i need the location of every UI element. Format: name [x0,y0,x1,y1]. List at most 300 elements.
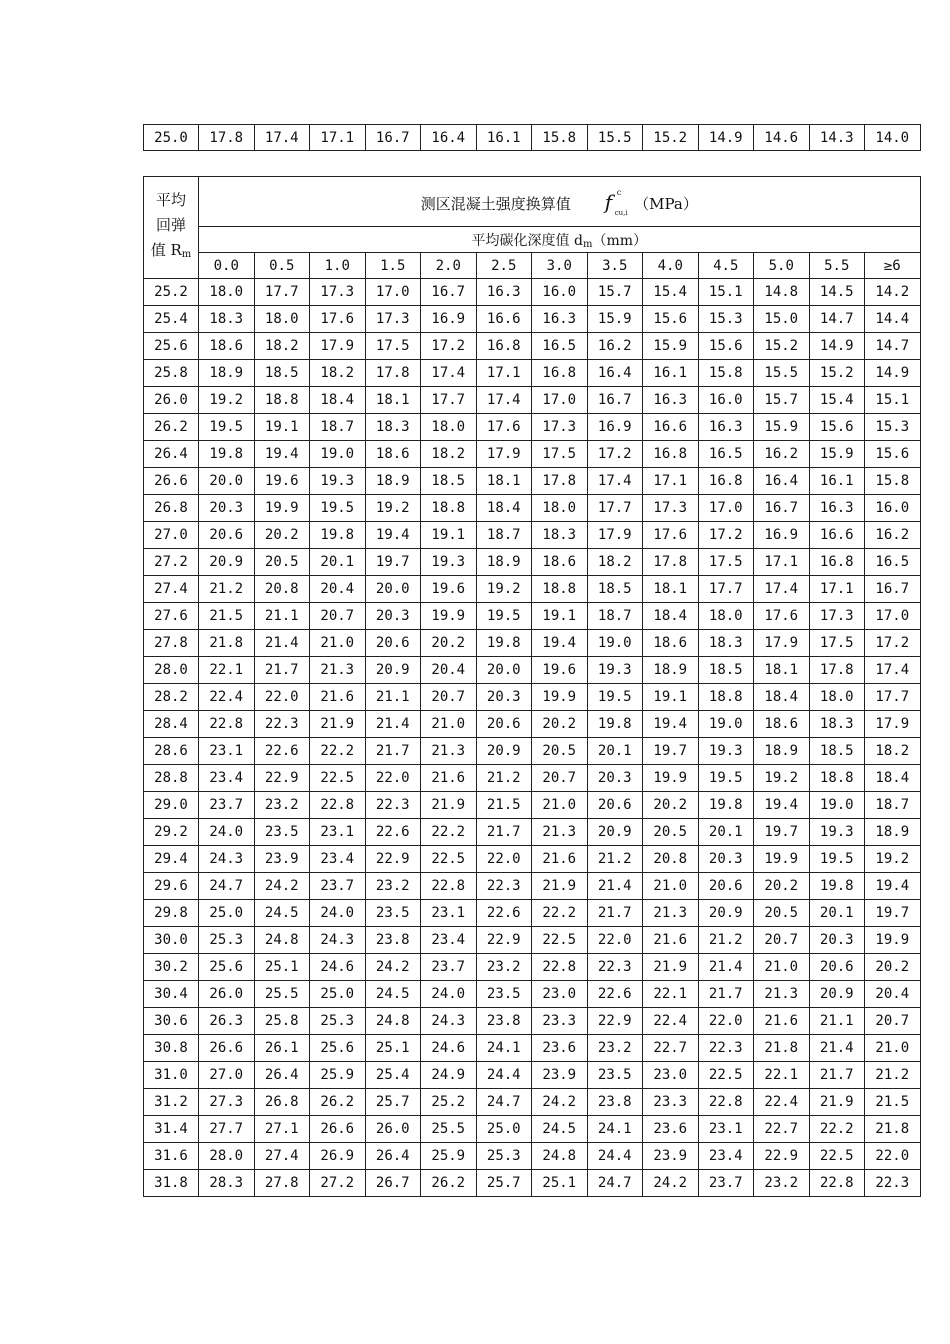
value-cell: 23.7 [698,1170,754,1197]
value-cell: 19.4 [365,522,421,549]
value-cell: 18.5 [587,576,643,603]
value-cell: 19.2 [476,576,532,603]
value-cell: 19.6 [532,657,588,684]
depth-header-cell: 4.5 [698,253,754,279]
value-cell: 14.7 [865,333,921,360]
value-cell: 16.8 [532,360,588,387]
value-cell: 14.9 [809,333,865,360]
table-row [144,495,921,522]
value-cell: 19.6 [421,576,477,603]
value-cell: 19.9 [254,495,310,522]
value-cell: 21.1 [809,1008,865,1035]
value-cell: 22.0 [365,765,421,792]
value-cell: 18.2 [865,738,921,765]
value-cell: 21.3 [421,738,477,765]
value-cell: 19.2 [754,765,810,792]
value-cell: 22.4 [199,684,255,711]
value-cell: 23.2 [476,954,532,981]
value-cell: 20.2 [754,873,810,900]
value-cell: 23.5 [365,900,421,927]
value-cell: 16.8 [698,468,754,495]
value-cell: 19.3 [809,819,865,846]
value-cell: 18.1 [365,387,421,414]
carbonation-header [199,227,921,253]
value-cell: 17.6 [643,522,699,549]
value-cell: 17.3 [310,279,366,306]
table-row [144,1089,921,1116]
value-cell: 26.0 [365,1116,421,1143]
value-cell: 18.1 [643,576,699,603]
value-cell: 16.6 [643,414,699,441]
value-cell: 21.6 [532,846,588,873]
value-cell: 21.9 [643,954,699,981]
value-cell: 19.0 [310,441,366,468]
table-row [144,1062,921,1089]
value-cell: 18.1 [476,468,532,495]
value-cell: 18.9 [199,360,255,387]
value-cell: 21.6 [310,684,366,711]
table-row [144,846,921,873]
value-cell: 24.8 [532,1143,588,1170]
depth-header-cell: 3.5 [587,253,643,279]
value-cell: 23.9 [532,1062,588,1089]
value-cell: 28.3 [199,1170,255,1197]
value-cell: 16.1 [643,360,699,387]
value-cell: 21.6 [421,765,477,792]
value-cell: 20.8 [254,576,310,603]
value-cell: 17.9 [865,711,921,738]
table-row [144,125,921,151]
value-cell: 22.3 [476,873,532,900]
value-cell: 17.0 [532,387,588,414]
value-cell: 19.3 [587,657,643,684]
value-cell: 17.5 [365,333,421,360]
value-cell: 18.4 [476,495,532,522]
rm-cell: 31.6 [144,1143,199,1170]
value-cell: 18.4 [754,684,810,711]
rm-cell: 28.4 [144,711,199,738]
value-cell: 23.7 [421,954,477,981]
rm-cell: 26.0 [144,387,199,414]
value-cell: 19.9 [754,846,810,873]
value-cell: 21.3 [754,981,810,1008]
value-cell: 24.0 [421,981,477,1008]
value-cell: 23.4 [698,1143,754,1170]
value-cell: 22.7 [754,1116,810,1143]
value-cell: 23.3 [532,1008,588,1035]
rm-cell: 29.2 [144,819,199,846]
value-cell: 16.9 [587,414,643,441]
table-title-text: 测区混凝土强度换算值 [420,194,571,213]
value-cell: 15.6 [698,333,754,360]
value-cell: 26.6 [199,1035,255,1062]
table-row [144,333,921,360]
value-cell: 15.8 [698,360,754,387]
value-cell: 15.6 [643,306,699,333]
value-cell: 16.3 [809,495,865,522]
value-cell: 18.5 [421,468,477,495]
value-cell: 24.7 [476,1089,532,1116]
value-cell: 21.2 [698,927,754,954]
value-cell: 22.6 [476,900,532,927]
value-cell: 20.6 [199,522,255,549]
rm-cell: 28.8 [144,765,199,792]
value-cell: 17.3 [532,414,588,441]
value-cell: 21.9 [421,792,477,819]
value-cell: 15.5 [754,360,810,387]
value-cell: 23.9 [643,1143,699,1170]
rm-cell: 25.4 [144,306,199,333]
value-cell: 17.0 [365,279,421,306]
value-cell: 19.9 [865,927,921,954]
value-cell: 25.1 [532,1170,588,1197]
rm-cell: 27.8 [144,630,199,657]
value-cell: 15.6 [809,414,865,441]
rm-cell: 25.8 [144,360,199,387]
value-cell: 18.6 [754,711,810,738]
rm-cell: 25.0 [144,125,199,151]
value-cell: 17.8 [365,360,421,387]
rm-cell: 28.2 [144,684,199,711]
value-cell: 21.9 [809,1089,865,1116]
table-row [144,1035,921,1062]
value-cell: 20.5 [532,738,588,765]
value-cell: 21.4 [809,1035,865,1062]
value-cell: 17.3 [643,495,699,522]
value-cell: 20.2 [865,954,921,981]
value-cell: 15.8 [865,468,921,495]
value-cell: 14.6 [754,125,810,151]
value-cell: 16.8 [643,441,699,468]
value-cell: 20.0 [365,576,421,603]
value-cell: 24.6 [421,1035,477,1062]
rm-cell: 31.4 [144,1116,199,1143]
value-cell: 17.7 [587,495,643,522]
carbonation-unit: （mm） [592,232,648,249]
value-cell: 25.6 [199,954,255,981]
value-cell: 26.9 [310,1143,366,1170]
value-cell: 28.0 [199,1143,255,1170]
value-cell: 18.5 [809,738,865,765]
value-cell: 16.7 [365,125,421,151]
value-cell: 20.6 [587,792,643,819]
rm-header [144,177,199,279]
value-cell: 16.8 [476,333,532,360]
value-cell: 18.2 [421,441,477,468]
value-cell: 20.5 [254,549,310,576]
table-row [144,468,921,495]
table-row [144,360,921,387]
rm-cell: 29.6 [144,873,199,900]
value-cell: 16.4 [587,360,643,387]
rm-header-prefix: 值 R [150,241,182,259]
value-cell: 27.3 [199,1089,255,1116]
value-cell: 25.0 [199,900,255,927]
value-cell: 24.3 [199,846,255,873]
value-cell: 24.4 [476,1062,532,1089]
value-cell: 17.8 [199,125,255,151]
value-cell: 15.9 [809,441,865,468]
value-cell: 16.5 [532,333,588,360]
value-cell: 19.6 [254,468,310,495]
value-cell: 18.1 [754,657,810,684]
value-cell: 25.1 [254,954,310,981]
value-cell: 14.7 [809,306,865,333]
rm-header-line3 [144,238,198,267]
value-cell: 21.3 [643,900,699,927]
table-row [144,522,921,549]
value-cell: 18.8 [698,684,754,711]
value-cell: 22.0 [698,1008,754,1035]
value-cell: 22.0 [476,846,532,873]
value-cell: 18.3 [365,414,421,441]
rm-header-sub: m [181,249,192,260]
value-cell: 15.3 [865,414,921,441]
value-cell: 25.9 [421,1143,477,1170]
value-cell: 20.7 [754,927,810,954]
rm-cell: 25.2 [144,279,199,306]
value-cell: 19.9 [532,684,588,711]
rm-cell: 31.0 [144,1062,199,1089]
value-cell: 20.7 [532,765,588,792]
value-cell: 23.2 [254,792,310,819]
value-cell: 19.3 [421,549,477,576]
value-cell: 22.3 [698,1035,754,1062]
value-cell: 19.5 [310,495,366,522]
value-cell: 18.7 [310,414,366,441]
value-cell: 20.3 [365,603,421,630]
rm-cell: 29.4 [144,846,199,873]
value-cell: 20.1 [809,900,865,927]
value-cell: 22.8 [532,954,588,981]
value-cell: 24.8 [254,927,310,954]
value-cell: 16.5 [865,549,921,576]
value-cell: 20.2 [254,522,310,549]
value-cell: 23.5 [476,981,532,1008]
value-cell: 15.7 [587,279,643,306]
value-cell: 19.8 [587,711,643,738]
value-cell: 18.9 [476,549,532,576]
value-cell: 25.9 [310,1062,366,1089]
value-cell: 22.4 [643,1008,699,1035]
rm-cell: 27.2 [144,549,199,576]
value-cell: 21.0 [421,711,477,738]
value-cell: 18.4 [865,765,921,792]
value-cell: 27.2 [310,1170,366,1197]
value-cell: 22.8 [199,711,255,738]
value-cell: 24.5 [254,900,310,927]
value-cell: 22.3 [587,954,643,981]
value-cell: 17.9 [310,333,366,360]
value-cell: 24.2 [365,954,421,981]
value-cell: 25.2 [421,1089,477,1116]
rm-header-line1: 平均 [155,191,186,209]
table-row [144,387,921,414]
value-cell: 16.1 [809,468,865,495]
value-cell: 22.5 [809,1143,865,1170]
value-cell: 20.9 [476,738,532,765]
value-cell: 21.0 [865,1035,921,1062]
value-cell: 21.6 [754,1008,810,1035]
table-row [144,1143,921,1170]
value-cell: 26.2 [310,1089,366,1116]
value-cell: 18.8 [254,387,310,414]
table-row [144,630,921,657]
value-cell: 21.3 [310,657,366,684]
value-cell: 18.2 [254,333,310,360]
value-cell: 17.4 [587,468,643,495]
value-cell: 21.5 [476,792,532,819]
value-cell: 22.6 [587,981,643,1008]
value-cell: 22.9 [254,765,310,792]
value-cell: 19.8 [809,873,865,900]
value-cell: 17.1 [310,125,366,151]
value-cell: 19.3 [310,468,366,495]
value-cell: 19.1 [421,522,477,549]
value-cell: 20.6 [698,873,754,900]
value-cell: 17.3 [809,603,865,630]
value-cell: 23.5 [587,1062,643,1089]
value-cell: 17.6 [476,414,532,441]
value-cell: 27.4 [254,1143,310,1170]
value-cell: 19.5 [199,414,255,441]
value-cell: 14.4 [865,306,921,333]
value-cell: 14.2 [865,279,921,306]
rm-cell: 30.8 [144,1035,199,1062]
value-cell: 14.5 [809,279,865,306]
value-cell: 17.8 [532,468,588,495]
value-cell: 20.1 [587,738,643,765]
value-cell: 16.0 [865,495,921,522]
value-cell: 25.8 [254,1008,310,1035]
table-row [144,1008,921,1035]
value-cell: 26.1 [254,1035,310,1062]
value-cell: 18.4 [643,603,699,630]
value-cell: 17.0 [698,495,754,522]
value-cell: 18.0 [254,306,310,333]
value-cell: 20.3 [698,846,754,873]
value-cell: 18.6 [643,630,699,657]
table-row [144,684,921,711]
value-cell: 21.0 [643,873,699,900]
table-row [144,954,921,981]
value-cell: 16.0 [532,279,588,306]
value-cell: 19.9 [421,603,477,630]
value-cell: 23.7 [310,873,366,900]
value-cell: 22.2 [421,819,477,846]
value-cell: 21.4 [698,954,754,981]
strength-symbol-sup: c [616,187,622,197]
value-cell: 16.3 [698,414,754,441]
value-cell: 24.0 [199,819,255,846]
value-cell: 18.0 [199,279,255,306]
table-row [144,873,921,900]
value-cell: 24.0 [310,900,366,927]
value-cell: 16.7 [421,279,477,306]
value-cell: 23.7 [199,792,255,819]
value-cell: 21.9 [310,711,366,738]
value-cell: 19.7 [865,900,921,927]
value-cell: 20.9 [587,819,643,846]
value-cell: 17.5 [809,630,865,657]
value-cell: 22.5 [698,1062,754,1089]
value-cell: 21.3 [532,819,588,846]
value-cell: 20.7 [310,603,366,630]
value-cell: 20.1 [310,549,366,576]
value-cell: 16.7 [587,387,643,414]
value-cell: 26.4 [365,1143,421,1170]
table-row [144,279,921,306]
value-cell: 23.9 [254,846,310,873]
value-cell: 18.2 [310,360,366,387]
value-cell: 20.4 [310,576,366,603]
value-cell: 19.0 [587,630,643,657]
value-cell: 27.8 [254,1170,310,1197]
value-cell: 22.6 [254,738,310,765]
value-cell: 25.0 [476,1116,532,1143]
value-cell: 22.9 [365,846,421,873]
value-cell: 20.3 [809,927,865,954]
table-row [144,603,921,630]
value-cell: 20.2 [421,630,477,657]
value-cell: 19.8 [199,441,255,468]
value-cell: 18.9 [865,819,921,846]
value-cell: 21.5 [865,1089,921,1116]
value-cell: 19.4 [532,630,588,657]
value-cell: 25.6 [310,1035,366,1062]
rm-cell: 26.8 [144,495,199,522]
value-cell: 17.4 [865,657,921,684]
depth-header-cell: ≥6 [865,253,921,279]
value-cell: 19.9 [643,765,699,792]
value-cell: 21.2 [865,1062,921,1089]
value-cell: 15.5 [587,125,643,151]
value-cell: 17.9 [476,441,532,468]
value-cell: 20.4 [421,657,477,684]
value-cell: 20.6 [476,711,532,738]
table-row [144,657,921,684]
value-cell: 24.7 [587,1170,643,1197]
value-cell: 27.7 [199,1116,255,1143]
depth-header-cell: 2.0 [421,253,477,279]
value-cell: 27.0 [199,1062,255,1089]
depth-header-cell: 1.5 [365,253,421,279]
value-cell: 25.4 [365,1062,421,1089]
value-cell: 16.6 [809,522,865,549]
value-cell: 20.9 [809,981,865,1008]
value-cell: 20.1 [698,819,754,846]
table-row [144,765,921,792]
value-cell: 17.6 [310,306,366,333]
value-cell: 19.3 [698,738,754,765]
table-row [144,576,921,603]
rm-cell: 27.0 [144,522,199,549]
value-cell: 17.2 [421,333,477,360]
value-cell: 17.9 [754,630,810,657]
value-cell: 17.4 [476,387,532,414]
value-cell: 14.0 [865,125,921,151]
value-cell: 19.8 [698,792,754,819]
carbonation-label: 平均碳化深度值 d [471,232,583,249]
value-cell: 16.2 [754,441,810,468]
value-cell: 22.5 [532,927,588,954]
value-cell: 25.1 [365,1035,421,1062]
value-cell: 23.2 [754,1170,810,1197]
value-cell: 24.3 [421,1008,477,1035]
value-cell: 19.7 [365,549,421,576]
value-cell: 20.5 [643,819,699,846]
table-row [144,981,921,1008]
